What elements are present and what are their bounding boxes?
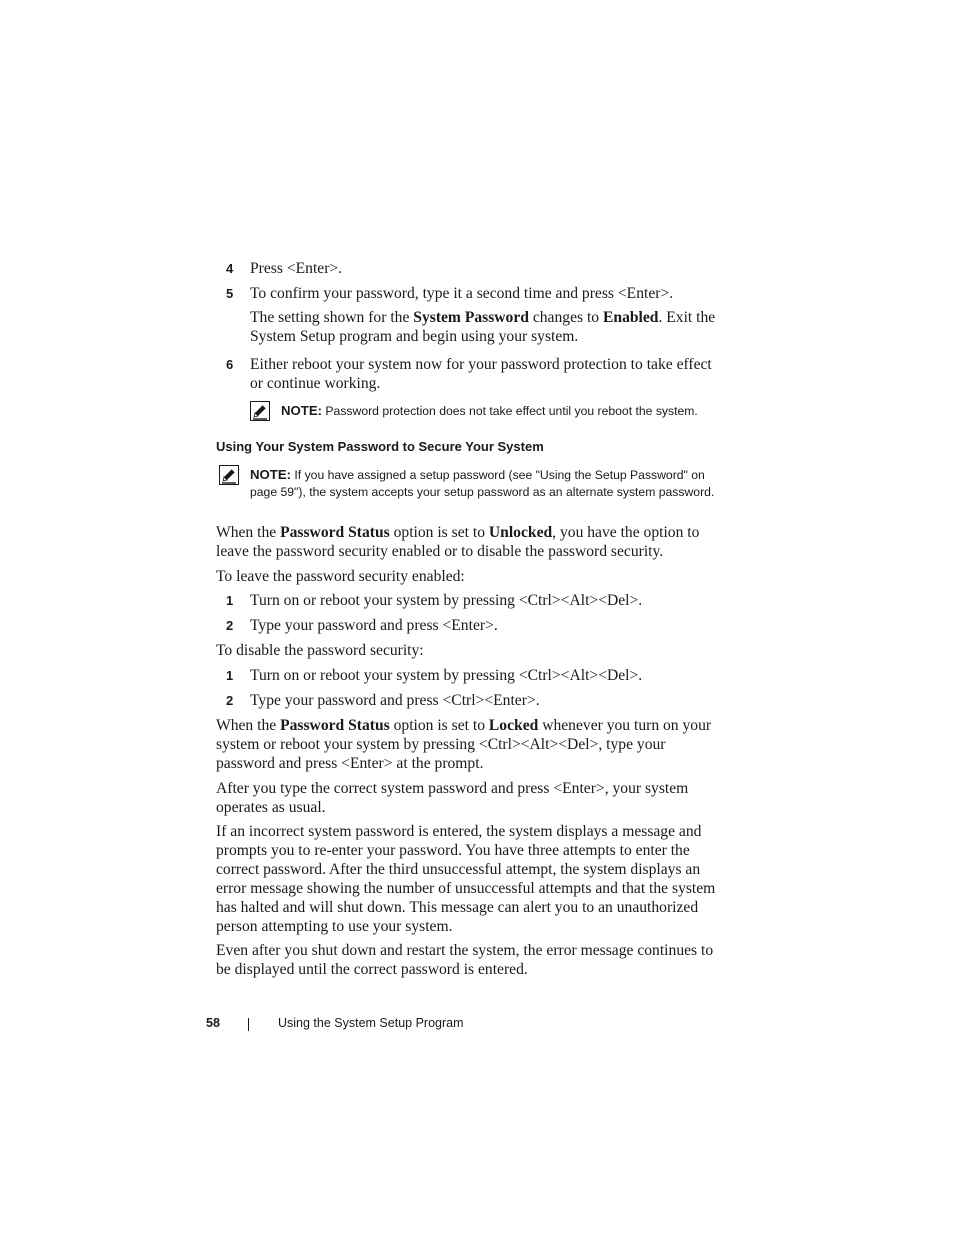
note-label: NOTE: xyxy=(250,467,292,482)
paragraph-incorrect: If an incorrect system password is entered, the system displays a message and prompts you to re-enter your password. You have three attempts to enter the correct password. After the third unsuccessful attempt, the system displays an error message showing the number of unsuccessful attempts and that the system has halted and will shut down. This message can alert you to an unauthorized person attempting to use your system. xyxy=(216,823,716,935)
disable-intro: To disable the password security: xyxy=(216,642,424,659)
note-label: NOTE: xyxy=(281,403,323,418)
ui-term: System Password xyxy=(413,309,529,326)
note-text: NOTE: If you have assigned a setup password (see "Using the Setup Password" on page 59"), the system accepts your setup password as an alternate system password. xyxy=(250,467,715,499)
note-pencil-icon xyxy=(219,465,239,485)
step-text: Either reboot your system now for your password protection to take effect or continue working. xyxy=(250,356,712,392)
step-text: Turn on or reboot your system by pressing <Ctrl><Alt><Del>. xyxy=(250,592,643,609)
step-number: 1 xyxy=(226,668,234,683)
step-5-detail: The setting shown for the System Password changes to Enabled. Exit the System Setup program and begin using your system. xyxy=(250,309,716,345)
step-text: Press <Enter>. xyxy=(250,260,343,277)
ui-term: Password Status xyxy=(280,524,390,541)
paragraph-after: After you type the correct system password and press <Enter>, your system operates as usual. xyxy=(216,780,689,816)
ui-term: Password Status xyxy=(280,717,390,734)
step-text: Type your password and press <Enter>. xyxy=(250,617,498,634)
step-number: 1 xyxy=(226,593,234,608)
leave-intro: To leave the password security enabled: xyxy=(216,568,465,585)
step-text: Turn on or reboot your system by pressing <Ctrl><Alt><Del>. xyxy=(250,667,643,684)
paragraph-unlocked: When the Password Status option is set to Unlocked, you have the option to leave the password security enabled or to disable the password security. xyxy=(216,524,700,560)
step-number: 5 xyxy=(226,286,234,301)
footer-divider xyxy=(248,1018,249,1031)
footer-section-title: Using the System Setup Program xyxy=(278,1016,464,1030)
paragraph-restart: Even after you shut down and restart the system, the error message continues to be displayed until the correct password is entered. xyxy=(216,942,714,978)
ui-term: Locked xyxy=(488,717,539,734)
step-number: 2 xyxy=(226,618,234,633)
note-pencil-icon xyxy=(250,401,270,421)
note-text: NOTE: Password protection does not take effect until you reboot the system. xyxy=(281,403,698,418)
step-text: Type your password and press <Ctrl><Enter>. xyxy=(250,692,540,709)
step-number: 6 xyxy=(226,357,234,372)
step-number: 2 xyxy=(226,693,234,708)
page-number: 58 xyxy=(206,1016,220,1030)
ui-term: Enabled xyxy=(603,309,659,326)
ui-term: Unlocked xyxy=(488,524,553,541)
paragraph-locked: When the Password Status option is set to Locked whenever you turn on your system or reboot your system by pressing <Ctrl><Alt><Del>, type your password and press <Enter> at the prompt. xyxy=(216,717,712,772)
section-heading: Using Your System Password to Secure Your System xyxy=(216,439,544,454)
step-text: To confirm your password, type it a second time and press <Enter>. xyxy=(250,285,674,302)
step-number: 4 xyxy=(226,261,234,276)
